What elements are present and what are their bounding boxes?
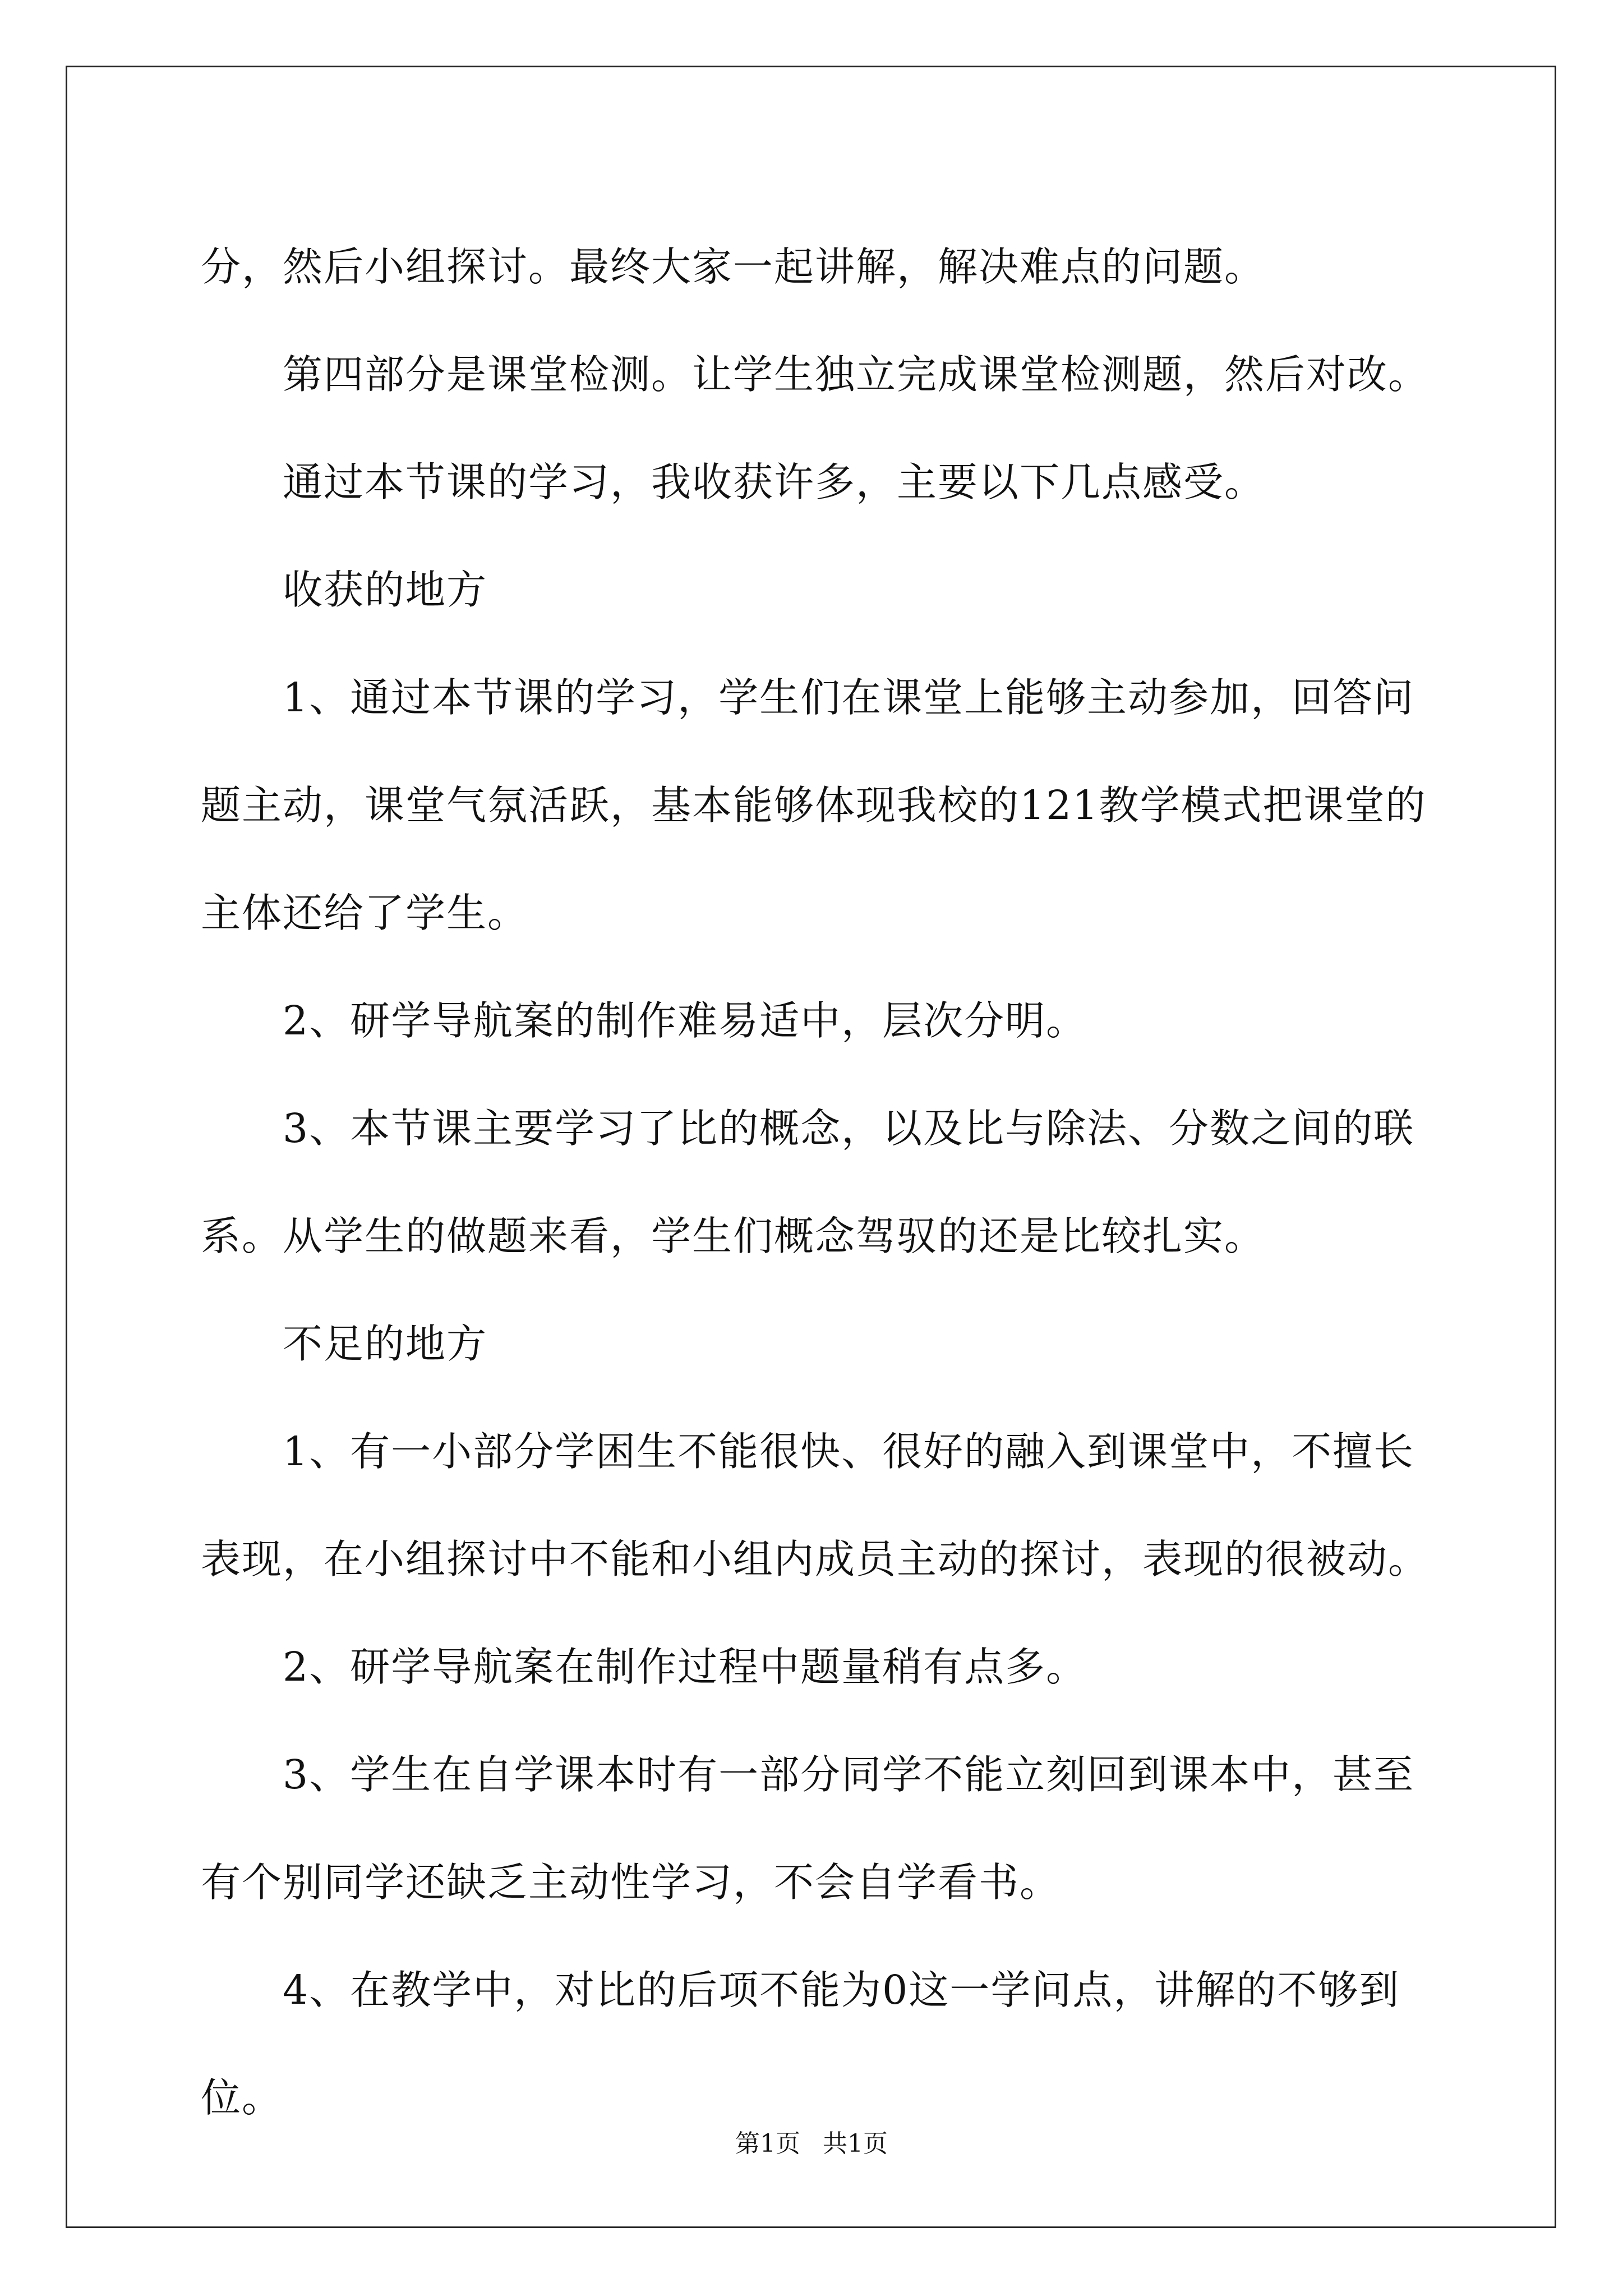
shortcoming-item-1: 1、有一小部分学困生不能很快、很好的融入到课堂中，不擅长表现，在小组探讨中不能和小组内成员主动的探讨，表现的很被动。 xyxy=(201,1428,1430,1582)
paragraph-summary-intro: 通过本节课的学习，我收获许多，主要以下几点感受。 xyxy=(283,459,1266,505)
heading-shortcomings: 不足的地方 xyxy=(283,1320,488,1367)
paragraph-continuation: 分，然后小组探讨。最终大家一起讲解，解决难点的问题。 xyxy=(201,243,1266,290)
gain-item-3: 3、本节课主要学习了比的概念，以及比与除法、分数之间的联系。从学生的做题来看，学生们概念驾驭的还是比较扎实。 xyxy=(201,1105,1415,1259)
page-number: 第1页 xyxy=(735,2129,800,2158)
shortcoming-item-3: 3、学生在自学课本时有一部分同学不能立刻回到课本中，甚至有个别同学还缺乏主动性学习，不会自学看书。 xyxy=(201,1751,1415,1906)
heading-gains: 收获的地方 xyxy=(283,567,488,613)
shortcoming-item-4: 4、在教学中，对比的后项不能为0这一学问点，讲解的不够到位。 xyxy=(201,1967,1400,2121)
document-body xyxy=(201,213,1440,2152)
shortcoming-item-2: 2、研学导航案在制作过程中题量稍有点多。 xyxy=(283,1644,1087,1690)
page-footer xyxy=(0,2127,1623,2161)
gain-item-2: 2、研学导航案的制作难易适中，层次分明。 xyxy=(283,997,1087,1044)
gain-item-1: 1、通过本节课的学习，学生们在课堂上能够主动参加，回答问题主动，课堂气氛活跃，基本能够体现我校的121教学模式把课堂的主体还给了学生。 xyxy=(201,674,1427,936)
page-total: 共1页 xyxy=(823,2129,888,2158)
paragraph-part-four: 第四部分是课堂检测。让学生独立完成课堂检测题，然后对改。 xyxy=(283,351,1430,398)
